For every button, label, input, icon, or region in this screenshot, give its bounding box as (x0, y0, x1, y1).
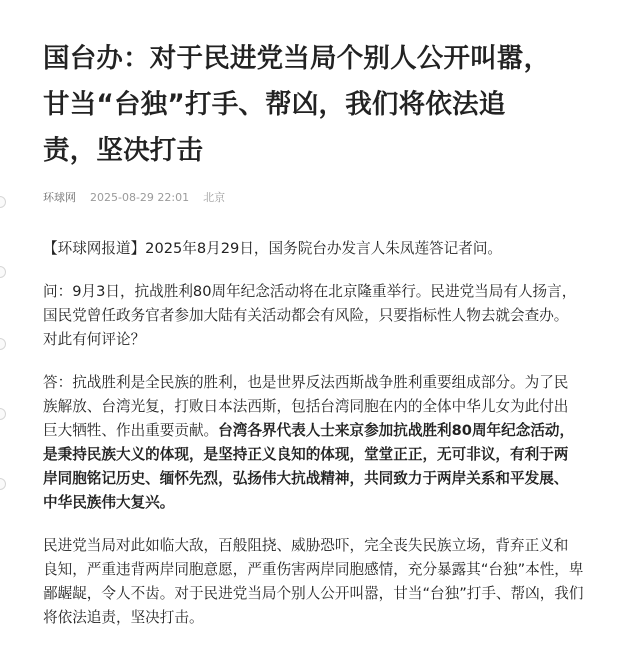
article-source[interactable]: 环球网 (43, 191, 76, 204)
article-meta (43, 190, 640, 206)
paragraph-answer (43, 371, 640, 515)
article-location: 北京 (203, 191, 226, 204)
paragraph-answer-part1: 答：抗战胜利是全民族的胜利，也是世界反法西斯战争胜利重要组成部分。为了民 族解放、台湾光复，打败日本法西斯，包括台湾同胞在内的全体中华儿女为此付出 巨大牺牲、作出重要贡献。 (43, 374, 569, 439)
paragraph-answer-emphasis: 台湾各界代表人士来京参加抗战胜利80周年纪念活动， 是秉持民族大义的体现，是坚持正义良知的体现，堂堂正正，无可非议，有利于两 岸同胞铭记历史、缅怀先烈，弘扬伟大抗战精神，共同致力于两岸关系和平发展、 中华民族伟大复兴。 (43, 422, 575, 511)
article-datetime: 2025-08-29 22:01 (90, 191, 190, 204)
paragraph-conclusion: 民进党当局对此如临大敌，百般阻挠、威胁恐吓，完全丧失民族立场，背弃正义和 良知，严重违背两岸同胞意愿，严重伤害两岸同胞感情，充分暴露其“台独”本性，卑 鄙龌龊，令人不齿。对于民进党当局个别人公开叫嚣，甘当“台独”打手、帮凶，我们 将依法追责，坚决打击。 (43, 537, 584, 626)
paragraph-intro: 【环球网报道】2025年8月29日，国务院台办发言人朱凤莲答记者问。 (43, 240, 503, 257)
article-title: 国台办：对于民进党当局个别人公开叫嚣， 甘当“台独”打手、帮凶，我们将依法追 责，坚决打击 (43, 43, 551, 166)
paragraph-question: 问：9月3日，抗战胜利80周年纪念活动将在北京隆重举行。民进党当局有人扬言， 国民党曾任政务官者参加大陆有关活动都会有风险，只要指标性人物去就会查办。 对此有何评论？ (43, 283, 577, 348)
